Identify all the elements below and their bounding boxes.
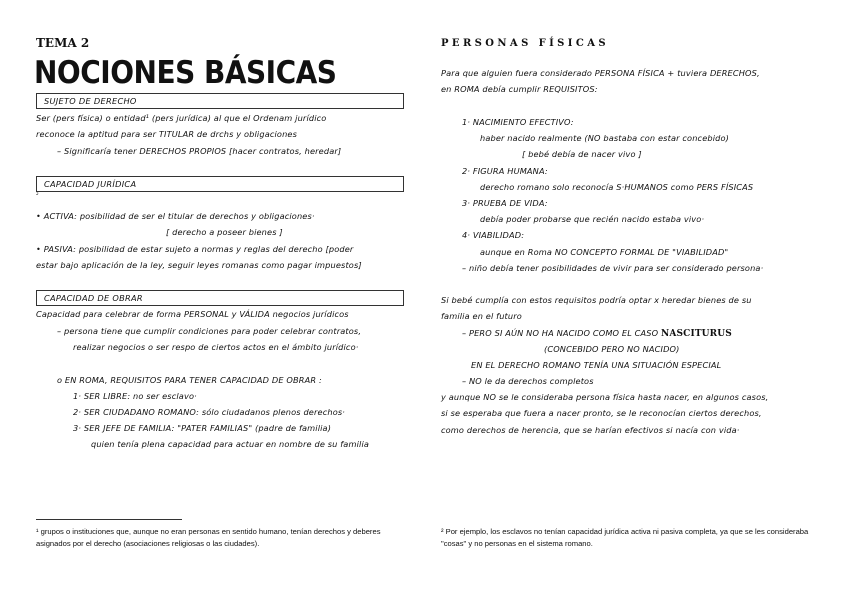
section-title-personas-fisicas: PERSONAS FÍSICAS — [441, 38, 610, 49]
text-line: 3· PRUEBA DE VIDA: — [462, 198, 548, 208]
text-line: 1· SER LIBRE: no ser esclavo· — [73, 391, 197, 401]
text-line: debía poder probarse que recién nacido estaba vivo· — [480, 214, 705, 224]
text-line: Si bebé cumplía con estos requisitos podría optar x heredar bienes de su — [441, 295, 752, 305]
text-line: o EN ROMA, REQUISITOS PARA TENER CAPACIDAD DE OBRAR : — [57, 375, 322, 385]
text-line: Para que alguien fuera considerado PERSONA FÍSICA + tuviera DERECHOS, — [441, 68, 760, 78]
text-line: si se esperaba que fuera a nacer pronto, se le reconocían ciertos derechos, — [441, 408, 762, 418]
section-header-label: SUJETO DE DERECHO — [44, 96, 137, 106]
footnote-1: ¹ grupos o instituciones que, aunque no eran personas en sentido humano, tenían derechos y deberes asignados por el derecho (asociaciones religiosas o las ciudades). — [36, 527, 381, 548]
term-nasciturus: NASCITURUS — [661, 329, 732, 339]
text-line: haber nacido realmente (NO bastaba con estar concebido) — [480, 133, 730, 143]
text-line: en ROMA debía cumplir REQUISITOS: — [441, 84, 598, 94]
text-line: Capacidad para celebrar de forma PERSONAL y VÁLIDA negocios jurídicos — [36, 309, 349, 319]
text-line: • ACTIVA: posibilidad de ser el titular de derechos y obligaciones· — [36, 211, 315, 221]
text-line — [462, 328, 732, 339]
text-line: 4· VIABILIDAD: — [462, 230, 525, 240]
text-line: realizar negocios o ser respo de ciertos actos en el ámbito jurídico· — [73, 342, 359, 352]
text-line: EN EL DERECHO ROMANO TENÍA UNA SITUACIÓN ESPECIAL — [471, 360, 722, 370]
text-line: Ser (pers física) o entidad¹ (pers jurídica) al que el Ordenam jurídico — [36, 113, 327, 123]
text-line: [ bebé debía de nacer vivo ] — [522, 149, 642, 159]
text-line: aunque en Roma NO CONCEPTO FORMAL DE "VIABILIDAD" — [480, 247, 729, 257]
text-line: como derechos de herencia, que se harían efectivos si nacía con vida· — [441, 425, 740, 435]
text-line: quien tenía plena capacidad para actuar en nombre de su familia — [91, 439, 370, 449]
text-line: 1· NACIMIENTO EFECTIVO: — [462, 117, 574, 127]
text-line: 3· SER JEFE DE FAMILIA: "PATER FAMILIAS" (padre de familia) — [73, 423, 332, 433]
footnote-marker: ² — [36, 192, 39, 199]
text-line: estar bajo aplicación de la ley, seguir leyes romanas como pagar impuestos] — [36, 260, 362, 270]
text-line: 2· SER CIUDADANO ROMANO: sólo ciudadanos plenos derechos· — [73, 407, 346, 417]
section-header-capacidad-obrar — [36, 290, 404, 306]
text-line: reconoce la aptitud para ser TITULAR de drchs y obligaciones — [36, 129, 298, 139]
footnote-divider — [36, 519, 182, 520]
section-header-capacidad-juridica — [36, 176, 404, 192]
text-line: – niño debía tener posibilidades de vivir para ser considerado persona· — [462, 263, 764, 273]
section-header-label: CAPACIDAD JURÍDICA — [44, 179, 137, 189]
text-line: derecho romano solo reconocía S·HUMANOS como PERS FÍSICAS — [480, 182, 754, 192]
text-line: [ derecho a poseer bienes ] — [166, 227, 283, 237]
topic-label: TEMA 2 — [36, 36, 90, 50]
text-line: 2· FIGURA HUMANA: — [462, 166, 548, 176]
section-header-sujeto — [36, 93, 404, 109]
text-line: familia en el futuro — [441, 311, 522, 321]
page-title: NOCIONES BÁSICAS — [34, 54, 337, 91]
section-header-label: CAPACIDAD DE OBRAR — [44, 293, 143, 303]
text-line: (CONCEBIDO PERO NO NACIDO) — [544, 344, 680, 354]
text-line: y aunque NO se le consideraba persona física hasta nacer, en algunos casos, — [441, 392, 769, 402]
footnote-2: ² Por ejemplo, los esclavos no tenían capacidad jurídica activa ni pasiva completa, ya que se les consideraba "cosas" y no personas en el sistema romano. — [441, 527, 809, 548]
text-span: – PERO SI AÚN NO HA NACIDO COMO EL CASO — [462, 328, 661, 338]
text-line: – NO le da derechos completos — [462, 376, 594, 386]
text-line: – Significaría tener DERECHOS PROPIOS [hacer contratos, heredar] — [57, 146, 342, 156]
text-line: • PASIVA: posibilidad de estar sujeto a normas y reglas del derecho [poder — [36, 244, 354, 254]
text-line: – persona tiene que cumplir condiciones para poder celebrar contratos, — [57, 326, 362, 336]
